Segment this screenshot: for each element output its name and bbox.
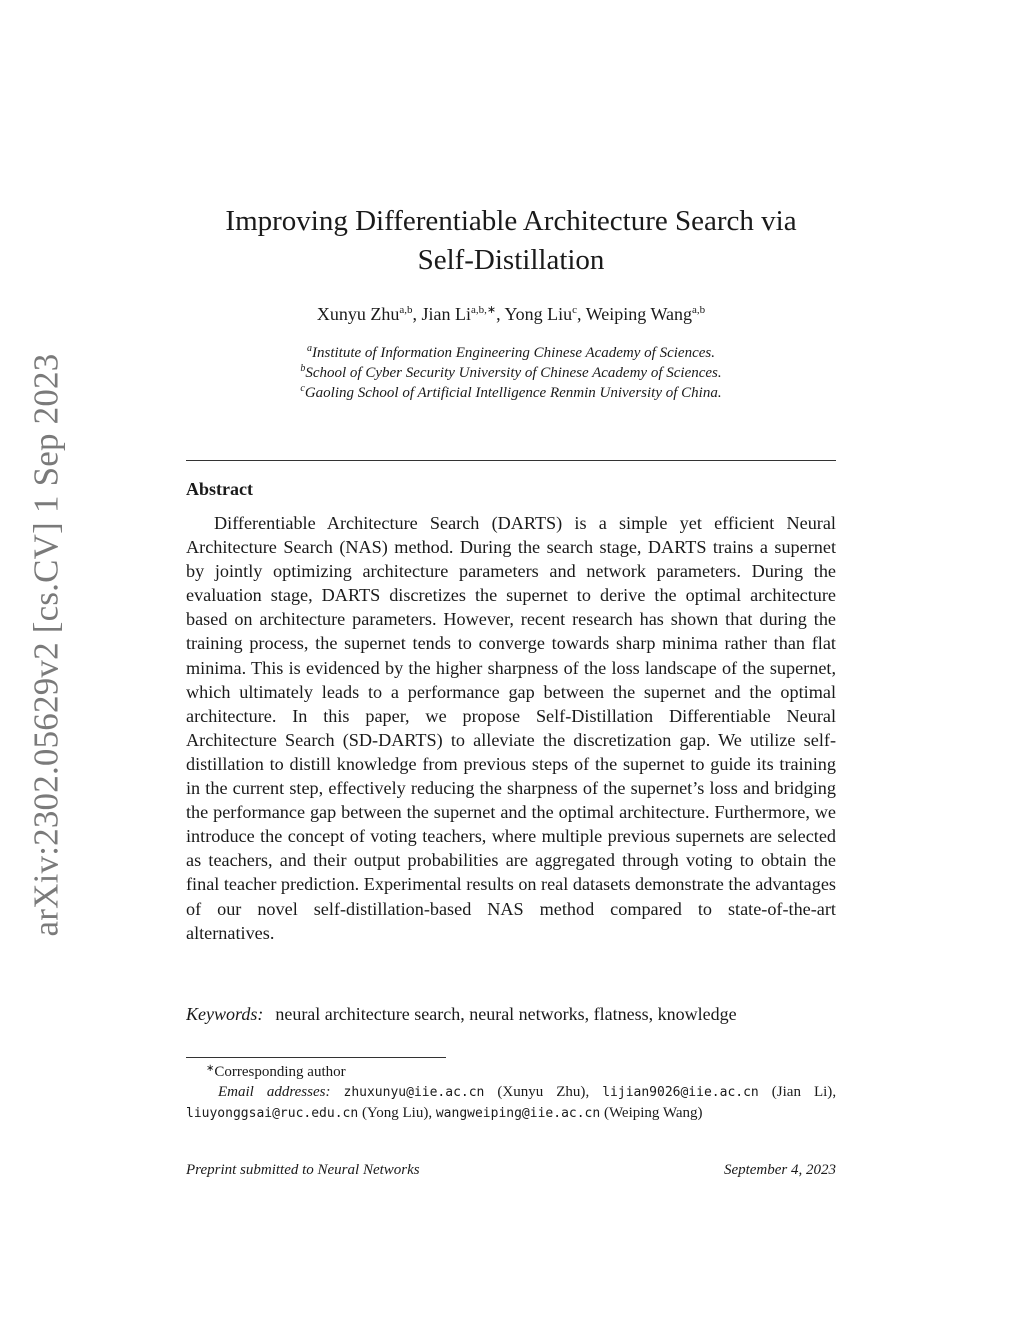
email-address: zhuxunyu@iie.ac.cn	[343, 1085, 485, 1100]
author-separator: ,	[577, 304, 586, 324]
email-separator: ,	[585, 1084, 603, 1100]
keywords-line	[186, 1002, 836, 1026]
affiliation-text: Gaoling School of Artificial Intelligence Renmin University of China.	[304, 385, 722, 401]
email-address: liuyonggsai@ruc.edu.cn	[186, 1106, 359, 1121]
arxiv-id-text: arXiv:2302.05629v2 [cs.CV] 1 Sep 2023	[26, 353, 65, 937]
corresponding-author-footnote	[186, 1062, 836, 1083]
abstract-heading: Abstract	[186, 479, 253, 499]
author-separator: ,	[412, 304, 422, 324]
affiliation-item	[186, 343, 836, 363]
affiliation-text: School of Cyber Security University of Chinese Academy of Sciences.	[305, 365, 722, 381]
arxiv-identifier-stamp	[20, 353, 72, 937]
email-label: Email addresses:	[218, 1084, 331, 1100]
email-separator: ,	[428, 1105, 436, 1121]
preprint-date: September 4, 2023	[723, 1162, 836, 1178]
journal-note: Preprint submitted to Neural Networks	[186, 1162, 420, 1178]
affiliation-mark: c	[300, 383, 305, 394]
author-name: Jian Li	[421, 304, 471, 324]
keywords-label: Keywords:	[186, 1004, 264, 1024]
author-name: Xunyu Zhu	[316, 304, 400, 324]
email-owner: (Yong Liu)	[361, 1105, 429, 1121]
footnote-rule	[186, 1057, 446, 1058]
author-separator: ,	[496, 304, 505, 324]
paper-title	[186, 202, 836, 280]
footnote-mark: ∗	[206, 1063, 215, 1074]
email-owner: (Xunyu Zhu)	[497, 1084, 586, 1100]
email-separator: ,	[832, 1084, 837, 1100]
affiliation-marks: a,b	[692, 304, 706, 316]
abstract-body: Differentiable Architecture Search (DARTS) is a simple yet efficient Neural Architecture Search (NAS) method. During the search stage, DARTS trains a supernet by jointly optimizing architecture parameters and network parameters. During the evaluation stage, DARTS discretizes the supernet to derive the optimal architecture based on architecture parameters. However, recent research has shown that during the training process, the supernet tends to converge towards sharp minima rather than flat minima. This is evidenced by the higher sharpness of the loss landscape of the supernet, which ultimately leads to a performance gap between the supernet and the optimal architecture. In this paper, we propose Self-Distillation Differentiable Neural Architecture Search (SD-DARTS) to alleviate the discretization gap. We utilize self-distillation to distill knowledge from previous steps of the supernet to guide its training in the current step, effectively reducing the sharpness of the supernet’s loss and bridging the performance gap between the supernet and the optimal architecture. Furthermore, we introduce the concept of voting teachers, where multiple previous supernets are selected as teachers, and their output probabilities are aggregated through voting to obtain the final teacher prediction. Experimental results on real datasets demonstrate the advantages of our novel self-distillation-based NAS method compared to state-of-the-art alternatives.	[186, 513, 836, 943]
preprint-footer	[186, 1160, 836, 1180]
affiliation-marks: a,b,∗	[471, 304, 497, 316]
email-address: lijian9026@iie.ac.cn	[602, 1085, 759, 1100]
keywords-text: neural architecture search, neural networks, flatness, knowledge	[275, 1004, 737, 1024]
affiliation-item	[186, 363, 836, 383]
author-name: Yong Liu	[504, 304, 573, 324]
corresponding-author-text: Corresponding author	[214, 1064, 346, 1080]
email-footnote	[186, 1082, 836, 1124]
email-owner: (Weiping Wang)	[603, 1105, 703, 1121]
affiliation-mark: a	[307, 343, 312, 354]
title-line-2: Self-Distillation	[417, 244, 605, 276]
author-name: Weiping Wang	[585, 304, 692, 324]
abstract-top-rule	[186, 460, 836, 461]
affiliation-list	[186, 343, 836, 403]
email-address: wangweiping@iie.ac.cn	[435, 1106, 601, 1121]
author-list	[186, 302, 836, 326]
affiliation-mark: b	[300, 363, 306, 374]
email-owner: (Jian Li)	[771, 1084, 833, 1100]
affiliation-item	[186, 383, 836, 403]
title-line-1: Improving Differentiable Architecture Search via	[225, 205, 797, 237]
affiliation-text: Institute of Information Engineering Chinese Academy of Sciences.	[312, 345, 715, 361]
affiliation-marks: a,b	[399, 304, 413, 316]
affiliation-marks: c	[572, 304, 578, 316]
